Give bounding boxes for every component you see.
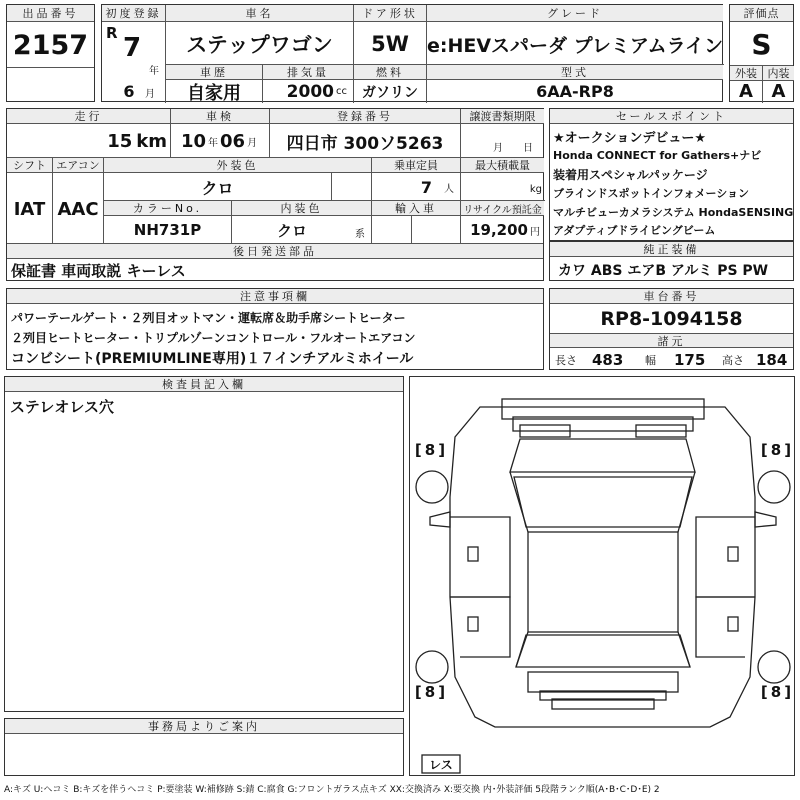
mileage-unit: km — [136, 130, 167, 152]
notes-line: パワーテールゲート・２列目オットマン・運転席＆助手席シートヒーター — [11, 310, 406, 325]
inspection-value — [171, 127, 269, 155]
recycle-value — [461, 219, 542, 241]
legend-text: A:キズ U:ヘコミ B:キズを伴うヘコミ P:要塗装 W:補修跡 S:錆 C:腐食 G:フロントガラス点キズ XX:交換済み X:要交換 内･外装評価 5段階ランク順(A･B･C･D･E) 2 — [4, 784, 660, 795]
int-color-value: クロ — [276, 221, 307, 240]
first-reg-year-unit: 年 — [149, 65, 159, 76]
score-value: S — [751, 27, 772, 61]
recycle-unit: 円 — [530, 226, 540, 238]
capacity-value — [372, 175, 456, 199]
notes-box — [6, 288, 544, 370]
mileage-value — [7, 127, 167, 155]
first-reg-era: R — [106, 25, 118, 41]
shift-value: IAT — [13, 198, 46, 220]
displacement-value — [263, 81, 349, 102]
inspection-year: 10 — [180, 130, 206, 152]
later-items-value: 保証書 車両取説 キーレス — [11, 261, 186, 280]
sales-point-line: 装着用スペシャルパッケージ — [553, 167, 708, 182]
chassis-label: 車台番号 — [550, 289, 793, 304]
tire-fr-value: 8 — [770, 441, 782, 459]
displacement-label: 排気量 — [263, 65, 353, 80]
inspector-box — [4, 376, 404, 712]
lot-number-box — [6, 4, 95, 102]
capacity-number: 7 — [420, 177, 432, 197]
car-diagram-box — [409, 376, 795, 776]
doors-value: 5W — [371, 32, 409, 56]
chassis-box — [549, 288, 794, 370]
color-no-value: NH731P — [133, 221, 202, 239]
car-name-label: 車名 — [166, 5, 353, 22]
first-reg-month: 6 — [123, 81, 135, 101]
office-box — [4, 718, 404, 776]
inspection-label: 車検 — [171, 109, 269, 124]
int-score-value: A — [771, 81, 786, 102]
tire-rr-label: [ 8 ] — [760, 683, 792, 701]
score-box — [729, 4, 794, 102]
fuel-value: ガソリン — [362, 84, 418, 101]
sales-point-line: ブラインドスポットインフォメーション — [553, 187, 750, 200]
import-label: 輸入車 — [372, 201, 460, 216]
sales-point-line: アダプティブドライビングビーム — [553, 224, 716, 237]
lot-number-label: 出品番号 — [7, 5, 94, 22]
length-value: 483 — [592, 350, 624, 369]
inspection-year-unit: 年 — [208, 137, 218, 149]
first-reg-year: 7 — [122, 33, 142, 63]
sales-points-box — [549, 108, 794, 241]
transfer-label: 譲渡書類期限 — [461, 109, 544, 124]
equipment-box — [549, 241, 794, 281]
sales-point-line: Honda CONNECT for Gathers+ナビ — [553, 149, 762, 162]
model-code-value: 6AA-RP8 — [536, 82, 614, 101]
length-label: 長さ — [555, 354, 577, 367]
sales-point-line: マルチビューカメラシステム HondaSENSING — [553, 206, 793, 219]
max-load-label: 最大積載量 — [461, 158, 544, 173]
int-score-label: 内装 — [763, 66, 794, 81]
doors-label: ドア形状 — [354, 5, 426, 22]
car-diagram — [410, 377, 796, 777]
notes-label: 注意事項欄 — [7, 289, 543, 304]
ext-score-label: 外装 — [730, 66, 762, 81]
tire-fl-label: [ 8 ] — [414, 441, 446, 459]
first-reg-month-unit: 月 — [145, 88, 155, 99]
mileage-label: 走行 — [7, 109, 170, 124]
car-name-value: ステップワゴン — [186, 33, 333, 57]
displacement-number: 2000 — [286, 81, 334, 102]
capacity-label: 乗車定員 — [372, 158, 460, 173]
grade-value: e:HEVスパーダ プレミアムライン — [427, 34, 723, 57]
tire-rr-value: 8 — [770, 683, 782, 701]
equipment-value: カワ ABS エアB アルミ PS PW — [558, 262, 769, 279]
sales-points-label: セールスポイント — [550, 109, 793, 124]
chassis-value: RP8-1094158 — [600, 308, 743, 330]
vehicle-header-box — [101, 4, 723, 102]
later-items-label: 後日発送部品 — [7, 244, 543, 259]
equipment-label: 純正装備 — [550, 242, 793, 257]
transfer-day-unit: 日 — [523, 142, 533, 153]
width-label: 幅 — [645, 354, 656, 367]
notes-line: ２列目ヒートヒーター・トリプルゾーンコントロール・フルオートエアコン — [11, 330, 416, 345]
first-reg-label: 初度登録 — [102, 5, 165, 22]
sales-point-line: ★オークションデビュー★ — [553, 130, 707, 145]
ext-color-value: クロ — [201, 178, 234, 198]
width-value: 175 — [674, 350, 706, 369]
office-label: 事務局よりご案内 — [5, 719, 403, 734]
transfer-month-unit: 月 — [493, 142, 503, 153]
tire-fl-value: 8 — [424, 441, 436, 459]
notes-line: コンビシート(PREMIUMLINE専用)１７インチアルミホイール — [11, 350, 414, 367]
inspection-month-unit: 月 — [247, 137, 258, 149]
history-label: 車歴 — [166, 65, 262, 80]
tire-rl-value: 8 — [424, 683, 436, 701]
displacement-unit: cc — [336, 86, 347, 97]
int-color-label: 内装色 — [232, 201, 371, 216]
aircon-value: AAC — [57, 198, 99, 220]
recycle-label: リサイクル預託金 — [461, 201, 544, 216]
plate-label: 登録番号 — [270, 109, 460, 124]
plate-value: 四日市 300ソ5263 — [286, 133, 444, 154]
capacity-unit: 人 — [444, 183, 454, 195]
height-label: 高さ — [722, 354, 744, 367]
aircon-label: エアコン — [53, 158, 103, 173]
model-code-label: 型式 — [427, 65, 723, 80]
spare-tire-value: レス — [429, 757, 453, 772]
tire-rl-label: [ 8 ] — [414, 683, 446, 701]
fuel-label: 燃料 — [354, 65, 426, 80]
grade-label: グレード — [427, 5, 723, 22]
inspector-label: 検査員記入欄 — [5, 377, 403, 392]
height-value: 184 — [756, 350, 788, 369]
recycle-number: 19,200 — [470, 221, 528, 239]
details-box — [6, 108, 544, 281]
max-load-unit: kg — [529, 183, 542, 195]
history-value: 自家用 — [187, 82, 241, 102]
color-no-label: カラーNo. — [104, 201, 231, 216]
shift-label: シフト — [7, 158, 52, 173]
inspector-value: ステレオレス穴 — [10, 397, 114, 416]
inspection-month: 06 — [220, 130, 246, 152]
score-label: 評価点 — [730, 5, 793, 22]
ext-color-label: 外装色 — [104, 158, 371, 173]
tire-fr-label: [ 8 ] — [760, 441, 792, 459]
dimensions-label: 諸元 — [550, 334, 793, 348]
mileage-number: 15 — [107, 130, 133, 152]
lot-number-value: 2157 — [12, 29, 89, 61]
int-color-unit: 系 — [355, 228, 365, 239]
ext-score-value: A — [739, 81, 753, 102]
